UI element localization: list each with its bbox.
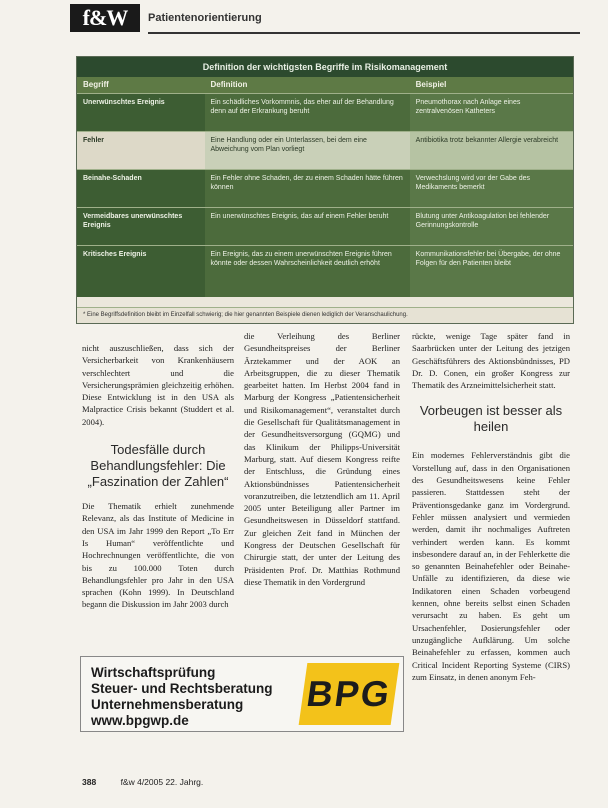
text-column-1 (82, 342, 234, 611)
advertisement[interactable] (80, 656, 404, 732)
definitions-table (76, 56, 574, 324)
column-header-example: Beispiel (415, 80, 447, 89)
table-title: Definition der wichtigsten Begriffe im Risikomanagement (77, 57, 573, 77)
table-row (77, 169, 573, 207)
cell-definition: Ein Fehler ohne Schaden, der zu einem Schaden hätte führen können (205, 170, 410, 207)
magazine-logo: f&W (70, 4, 140, 32)
text-column-3 (412, 330, 570, 683)
table-row (77, 131, 573, 169)
table-row (77, 245, 573, 297)
page-footer (82, 777, 203, 787)
ad-line: Steuer- und Rechtsberatung (91, 681, 273, 696)
paragraph: rückte, wenige Tage später fand in Saarbrücken unter der Leitung des jetzigen Geschäftsführers des Aktionsbündnisses, PD Dr. D. Conen, ein großer Kongress zur Thematik des Arzneimittelsicherheit statt. (412, 331, 570, 391)
column-header-definition: Definition (210, 80, 248, 89)
header-divider (148, 32, 580, 34)
table-row (77, 207, 573, 245)
subheading: Todesfälle durch Behandlungsfehler: Die „Faszination der Zahlen“ (87, 442, 229, 490)
paragraph: die Verleihung des Berliner Gesundheitspreises der Berliner Ärztekammer und der AOK an Arbeitsgruppen, die zu dieser Thematik gearbeitet hatten. Im Herbst 2004 fand in Marburg der Kongress „Patientensicherheit und Risikomanagement“, veranstaltet durch die Gesellschaft für Qualitätsmanagement in der Gesundheitsversorgung (GQMG) und das Klinikum der Philipps-Universität Marburg, statt. Auf diesem Kongress reifte der Entschluss, die Gründung eines Aktionsbündnisses Patientensicherheit voranzutreiben, die letztendlich am 11. April 2005 unter Beteiligung aller Partner im Gesundheitswesen in Düsseldorf stattfand. Zur gleichen Zeit fand in München der Kongress der Deutschen Gesellschaft für Chirurgie statt, der unter der Leitung des Präsidenten Prof. Dr. Matthias Rothmund diese Thematik in den Vordergrund (244, 331, 400, 587)
cell-term: Vermeidbares unerwünschtes Ereignis (77, 208, 205, 245)
cell-term: Kritisches Ereignis (77, 246, 205, 297)
paragraph: Die Thematik erhielt zunehmende Relevanz, als das Institute of Medicine in den USA im Jahr 1999 den Report „To Err Is Human“ veröffentlichte und Hochrechnungen veröffentlichte, die von bis zu 100.000 Toten durch Behandlungsfehler pro Jahr in den USA sprachen (Kohn 1999). In Deutschland begann die Diskussion im Jahr 2003 durch (82, 501, 234, 610)
cell-term: Beinahe-Schaden (77, 170, 205, 207)
ad-line: Unternehmensberatung (91, 697, 244, 712)
cell-definition: Ein Ereignis, das zu einem unerwünschten Ereignis führen könnte oder dessen Wahrscheinlichkeit deutlich erhöht (205, 246, 410, 297)
cell-example: Kommunikationsfehler bei Übergabe, der ohne Folgen für den Patienten bleibt (410, 246, 573, 297)
section-title: Patientenorientierung (148, 12, 262, 24)
cell-example: Verwechslung wird vor der Gabe des Medikaments bemerkt (410, 170, 573, 207)
cell-definition: Ein schädliches Vorkommnis, das eher auf der Behandlung denn auf der Erkrankung beruht (205, 94, 410, 131)
cell-example: Blutung unter Antikoagulation bei fehlender Gerinnungskontrolle (410, 208, 573, 245)
cell-definition: Eine Handlung oder ein Unterlassen, bei dem eine Abweichung vom Plan vorliegt (205, 132, 410, 169)
page-number: 388 (82, 777, 97, 787)
cell-example: Antibiotika trotz bekannter Allergie verabreicht (410, 132, 573, 169)
ad-text (91, 665, 273, 729)
paragraph: Ein modernes Fehlerverständnis gibt die Vorstellung auf, dass in den Organisationen des Gesundheitswesens keine Fehler passieren. Stattdessen steht der Präventionsgedanke ganz im Vordergrund. Fehler müssen analysiert und vermieden werden, damit ihr nochmaliges Auftreten verhindert werden kann. Es kommt insbesondere darauf an, in der Fehlerkette die so genannten Beinahefehler oder Beinahe-Unfälle zu identifizieren, da diese wie Indikatoren einen Schaden vorbeugend kennen, ohne bereits selbst einen Schaden verursacht zu haben. Es geht um Ursachenfehler, Dosierungsfehler oder unzugängliche Aufklärung. Um solche Beinahefehler zu erfassen, kommen auch Critical Incident Reporting Systeme (CIRS) zum Einsatz, in denen anonym Feh- (412, 450, 570, 682)
table-row (77, 93, 573, 131)
paragraph: nicht auszuschließen, dass sich der Versicherbarkeit von Krankenhäusern verschlechtert und die Versicherungsprämien gleichzeitig erhöhen. Diese Entwicklung ist in den USA als Malpractice Crisis bekannt (Studdert et al. 2004). (82, 343, 234, 427)
table-header-row (77, 77, 573, 93)
cell-term: Fehler (77, 132, 205, 169)
subheading: Vorbeugen ist besser als heilen (419, 403, 563, 435)
ad-line: Wirtschaftsprüfung (91, 665, 216, 680)
text-column-2 (244, 330, 400, 588)
bpg-logo: BPG (299, 663, 400, 725)
cell-definition: Ein unerwünschtes Ereignis, das auf einem Fehler beruht (205, 208, 410, 245)
page-header (70, 4, 580, 38)
cell-example: Pneumothorax nach Anlage eines zentralvenösen Katheters (410, 94, 573, 131)
issue-info: f&w 4/2005 22. Jahrg. (120, 777, 204, 787)
ad-url-link[interactable]: www.bpgwp.de (91, 713, 189, 728)
cell-term: Unerwünschtes Ereignis (77, 94, 205, 131)
table-footnote: * Eine Begriffsdefinition bleibt im Einzelfall schwierig; die hier genannten Beispiele dienen lediglich der Veranschaulichung. (77, 307, 573, 323)
column-header-term: Begriff (83, 80, 109, 89)
